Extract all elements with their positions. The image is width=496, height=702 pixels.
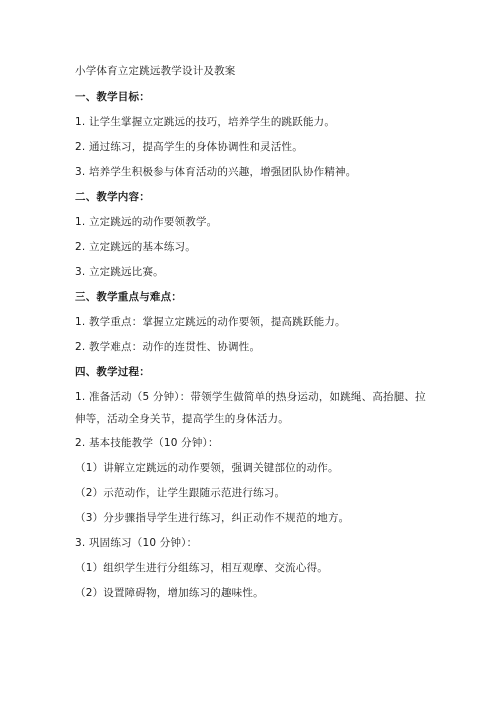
document-title: 小学体育立定跳远教学设计及教案 <box>75 65 236 77</box>
section-heading-key-points: 三、教学重点与难点： <box>75 291 182 303</box>
goal-item: 3. 培养学生积极参与体育活动的兴趣，增强团队协作精神。 <box>75 166 357 178</box>
section-heading-goals: 一、教学目标： <box>75 91 150 103</box>
process-item: 2. 基本技能教学（10 分钟）： <box>75 437 219 449</box>
key-point-item: 1. 教学重点：掌握立定跳远的动作要领，提高跳跃能力。 <box>75 316 346 328</box>
goal-item: 2. 通过练习，提高学生的身体协调性和灵活性。 <box>75 141 303 153</box>
process-item: 1. 准备活动（5 分钟）：带领学生做简单的热身运动，如跳绳、高抬腿、拉伸等，活动全身关节，提高学生的身体活力。 <box>75 391 426 425</box>
section-heading-content: 二、教学内容： <box>75 191 150 203</box>
process-item: 3. 巩固练习（10 分钟）： <box>75 537 198 549</box>
goal-item: 1. 让学生掌握立定跳远的技巧，培养学生的跳跃能力。 <box>75 116 336 128</box>
process-sub-item: （1）组织学生进行分组练习，相互观摩、交流心得。 <box>75 562 328 574</box>
key-point-item: 2. 教学难点：动作的连贯性、协调性。 <box>75 341 261 353</box>
content-item: 3. 立定跳远比赛。 <box>75 266 164 278</box>
document-body <box>75 64 435 611</box>
content-item: 1. 立定跳远的动作要领教学。 <box>75 216 218 228</box>
process-sub-item: （2）示范动作，让学生跟随示范进行练习。 <box>75 487 286 499</box>
process-sub-item: （2）设置障碍物，增加练习的趣味性。 <box>75 587 264 599</box>
process-sub-item: （1）讲解立定跳远的动作要领，强调关键部位的动作。 <box>75 462 339 474</box>
section-heading-process: 四、教学过程： <box>75 366 150 378</box>
content-item: 2. 立定跳远的基本练习。 <box>75 241 196 253</box>
process-sub-item: （3）分步骤指导学生进行练习，纠正动作不规范的地方。 <box>75 512 350 524</box>
